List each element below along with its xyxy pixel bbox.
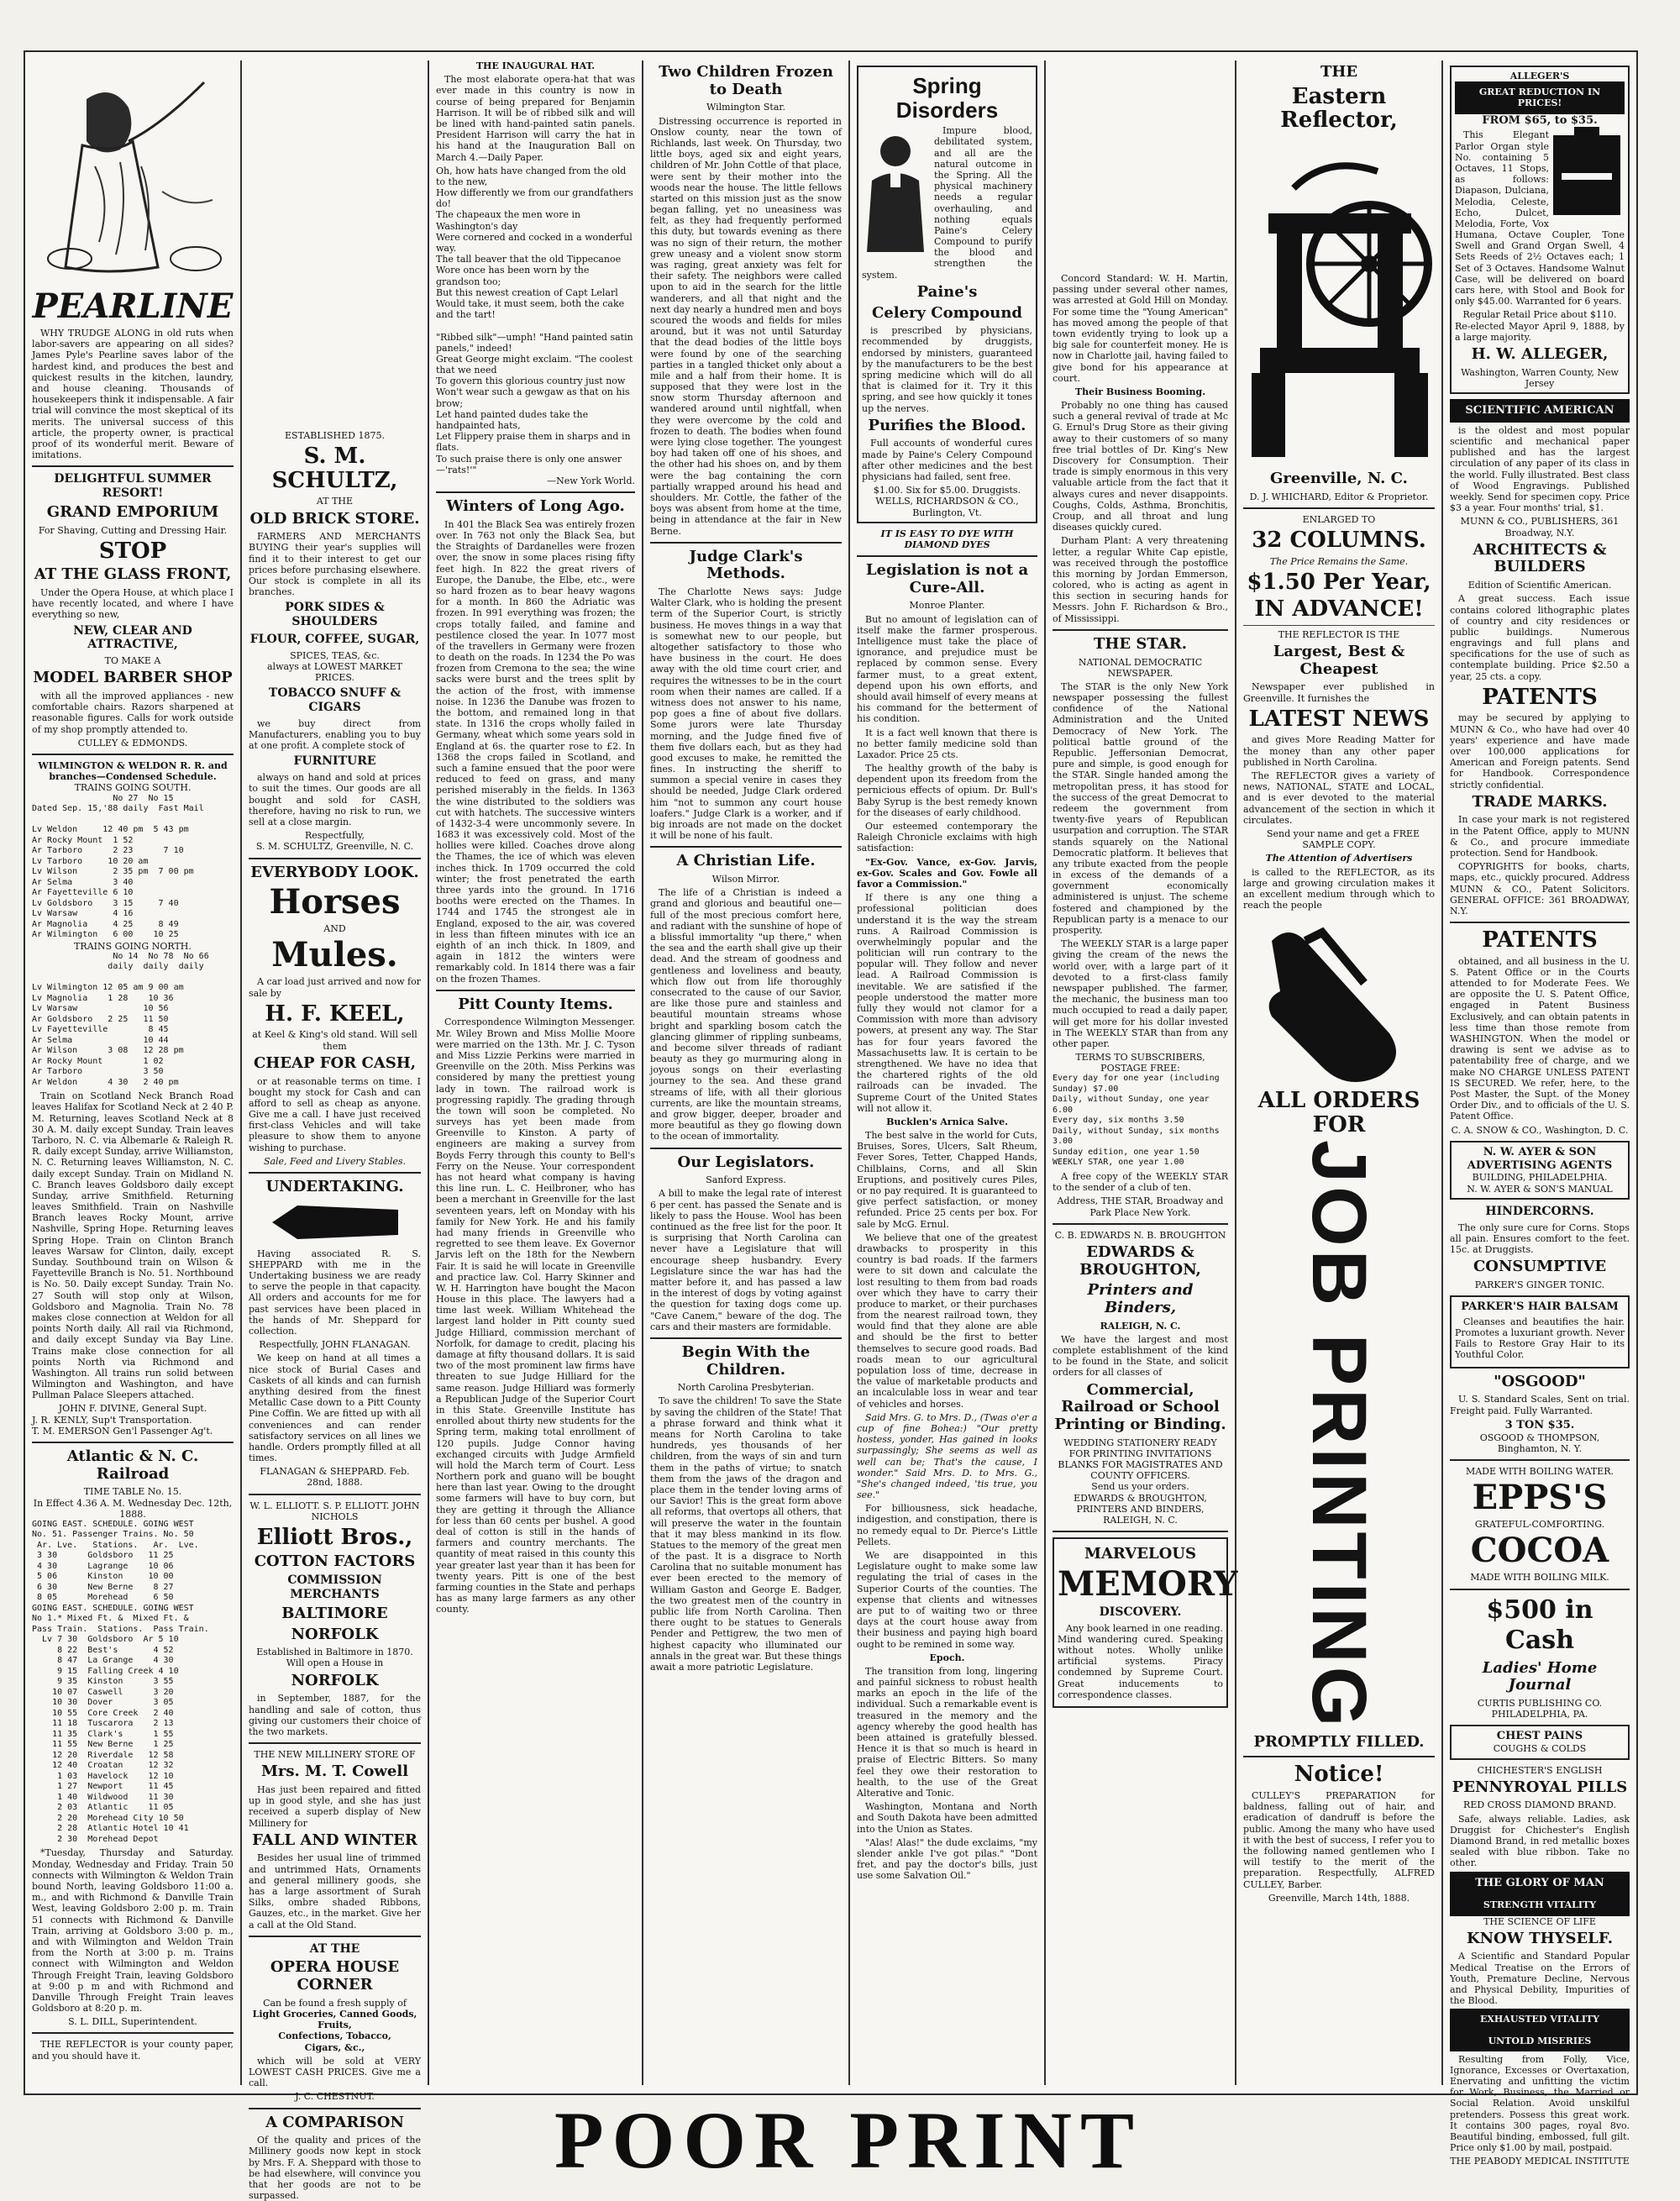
cash-amount: $500 [1486,1594,1557,1625]
copyrights-text: COPYRIGHTS for books, charts, maps, etc., quickly procured. Address MUNN & CO., Patent Solicitors. GENERAL OFFICE: 361 BROADWAY, N.Y. [1450,861,1630,917]
latest-news-heading: LATEST NEWS [1248,706,1430,732]
keel-subtext: at Keel & King's old stand. Will sell them [252,1029,417,1052]
fall-winter-heading: FALL AND WINTER [252,1831,417,1849]
schedule-north-table: No 14 No 78 No 66 daily daily daily Lv Wilmington 12 05 am 9 00 am Lv Magnolia 1 28 10 36 Lv Warsaw 10 56 Ar Goldsboro 2 25 11 50 Lv Fayetteville 8 45 Ar Selma 10 44 Ar Wilson 3 08 12 28 pm Ar Rocky Mount 1 02 Ar Tarboro 3 50 Ar Weldon 4 30 2 40 pm [32,951,209,1087]
discovery-heading: DISCOVERY. [1099,1605,1182,1619]
send-name-text: Send your name and get a FREE SAMPLE COPY. [1266,827,1420,851]
schultz-name: S. M. SCHULTZ, [271,444,398,493]
boiling-water-text: MADE WITH BOILING WATER. [1465,1465,1614,1477]
elliott-partners: W. L. ELLIOTT. S. P. ELLIOTT. JOHN NICHOLS [249,1500,420,1522]
per-year-heading: $1.50 Per Year, [1247,569,1431,595]
cowell-text: Has just been repaired and fitted up in good style, and she has just received a superb display of New Millinery for [249,1783,421,1829]
baby-syrup-text: The healthy growth of the baby is dependent upon its freedom from the pernicious effects of opium. Dr. Bull's Baby Syrup is the best remedy known for the diseases of early childhood. [857,763,1037,818]
pointing-hand-icon [1255,916,1423,1084]
printers-text: We have the largest and most complete establishment of the kind to be found in the State, and solicit orders for all classes of [1053,1333,1228,1379]
spring-text: Impure blood, debilitated system, and all are the natural outcome in the Spring. All the physical machinery needs a regular overhauling, and nothing equals Paine's Celery Compound to purify the blood and strengthen the system. [862,125,1032,281]
cheap-for-cash-heading: CHEAP FOR CASH, [253,1053,417,1072]
dakota-text: Washington, Montana and North and South Dakota have been admitted into the Union as States. [857,1801,1037,1835]
neat-heading: NEW, CLEAR AND ATTRACTIVE, [73,623,192,652]
column-7 [1236,60,1443,2085]
coffin-icon [264,1201,407,1243]
alleger-address: Washington, Warren County, New Jersey [1461,366,1619,389]
at-the-text: AT THE [316,496,354,507]
cocoa-heading: COCOA [1470,1531,1609,1571]
science-of-life-text: THE SCIENCE OF LIFE [1483,1915,1596,1927]
poem-text: Said Mrs. G. to Mrs. D., (Twas o'er a cup of fine Bohea:) "Our pretty hostess, yonder, Has gained in looks surpassingly; She seems as well as well can be; That's the cause, I wonder." Said Mrs. D. to Mrs. G., "She's changed indeed, 'tis true, you see." [857,1411,1037,1501]
anc-effect: In Effect 4.36 A. M. Wednesday Dec. 12th, 1888. [33,1497,233,1520]
pellets-text: For billiousness, sick headache, indigestion, and constipation, there is no remedy equal to Dr. Pierce's Little Pellets. [857,1503,1037,1547]
old-brick-store-heading: OLD BRICK STORE. [249,509,420,528]
parkers-hair-heading: PARKER'S HAIR BALSAM [1461,1300,1619,1314]
inaugural-hat-title: THE INAUGURAL HAT. [475,60,596,71]
roads-text: We believe that one of the greatest drawbacks to prosperity in this country is bad roads. If the farmers were to sit down and calculate the lost resulting to them from bad roads over which they have to carry their produce to market, or their purchases from the nearest railroad town, they would find that they alone are able and should be the first to better themselves to secure good roads. Bad roads mean to our agricultural population loss of time, decrease in the value of marketable products and an incalculable loss in wear and tear of vehicles and horses. [857,1232,1037,1410]
booming-title: Their Business Booming. [1074,386,1206,397]
hindercorns-heading: HINDERCORNS. [1485,1204,1594,1218]
advertisers-heading: The Attention of Advertisers [1265,853,1413,864]
spring-disorders-ad [857,66,1037,523]
column-2 [242,60,429,2201]
star-text: The STAR is the only New York newspaper possessing the fullest confidence of the National Administration and the United Democracy of New York. The political battle ground of the Republic. Jeffersonian Democrat, pure and simple, is good enough for the STAR. Single handed among the metropolitan press, it has stood for the success of the great Democrat to redeem the government from twenty-five years of Republican usurpation and corruption. The STAR stands squarely on the National Democratic platform. It believes that any tribute exacted from the people in excess of the demands of a government economically administered is unjust. The scheme fostered and championed by the Republican party is a menace to our prosperity. [1053,680,1228,936]
christian-text: The life of a Christian is indeed a grand and glorious and beautiful one—full of the most precious comfort here, and radiant with the sunshine of hope of a blissful immortality "up there," when the sea and the earth shall give up their dead. And the stream of goodness and gentleness and loveliness and beauty, which flow out from life thoroughly consecrated to the cause of our Savior, are like those pure and stainless and beautiful mountain streams whose bright and sparkling bosom catch the glancing glimmer of rippling sunbeams, and become silver threads of radiant beauty as they go murmuring along in joyous songs on their everlasting journey to the sea. And these grand streams of life, with all their glorious currents, are like the mountain streams, and grow bigger, deeper, broader and more beautiful as they go flowing down to the ocean of immortality. [650,887,842,1143]
pearline-woman-illustration [36,66,229,284]
parkers-tonic: PARKER'S GINGER TONIC. [1474,1279,1605,1290]
emporium-heading: GRAND EMPORIUM [46,502,219,521]
terms-heading: TERMS TO SUBSCRIBERS, POSTAGE FREE: [1075,1052,1205,1074]
legislators-title: Our Legislators. [677,1153,815,1171]
poem-source: —New York World. [547,475,635,486]
comparison-heading: A COMPARISON [265,2113,404,2131]
largest-text: Newspaper ever published in Greenville. It furnishes the [1243,681,1435,704]
children-source: North Carolina Presbyterian. [677,1382,815,1394]
pearline-text: WHY TRUDGE ALONG in old ruts when labor-savers are appearing on all sides? James Pyle's Pearline saves labor of the hardest kind, and produces the best and quickest results in the kitchen, laundry, and house cleaning. Thousands of housekeepers think it indispensable. A fair trial will convince the most skeptical of its merits. The universal success of this article, the property owner, is practical proof of its wonderful merit. Beware of imitations. [32,328,234,461]
exhausted-heading: EXHAUSTED VITALITY [1450,2009,1630,2030]
schultz-signature: S. M. SCHULTZ, Greenville, N. C. [255,841,414,853]
anc-railroad-heading: Atlantic & N. C. Railroad [66,1447,199,1483]
send-orders-text: Send us your orders. [1091,1481,1189,1493]
stop-heading: STOP [98,538,167,564]
know-thyself-heading: KNOW THYSELF. [1466,1929,1614,1947]
chest-pains-heading: CHEST PAINS [1496,1730,1583,1743]
opera-text: Can be found a fresh supply of [263,1997,407,2009]
diamond-brand-text: RED CROSS DIAMOND BRAND. [1463,1799,1616,1811]
architects-text: A great success. Each issue contains colored lithographic plates of country and city residences or public buildings. Numerous engravings and full plans and specifications for the use of such as contemplate building. Price $2.50 a year, 25 cts. a copy. [1450,593,1630,682]
undertaking-signature-2: FLANAGAN & SHEPPARD. Feb. 28nd, 1888. [260,1466,410,1489]
notice-heading: Notice! [1294,1762,1384,1788]
advertisers-text: is called to the REFLECTOR, as its large and growing circulation makes it an excellent medium through which to reach the people [1243,866,1435,911]
anc-notes: *Tuesday, Thursday and Saturday. Monday, Wednesday and Friday. Train 50 connects with Wilmington & Weldon Train bound North, leaving Goldsboro 11:00 a. m., and with Richmond & Danville Train West, leaving Goldsboro 2:00 p. m. Train 51 connects with Richmond & Danville Train, arriving at Goldsboro 3:00 p. m., and with Wilmington and Weldon Train from the North at 3:00 p. m. Trains connect with Wilmington and Weldon Through Freight Train, leaving Goldsboro at 9:00 p m and with Richmond and Danville Through Freight Train leaves Goldsboro at 8:20 p. m. [32,1847,234,2015]
eastern-reflector-title: Eastern Reflector, [1280,83,1398,134]
purifies-text: Full accounts of wonderful cures made by Paine's Celery Compound after other medicines and the best physicians had failed, sent free. [862,438,1032,482]
architects-subheading: Edition of Scientific American. [1467,580,1612,591]
column-4 [643,60,850,2085]
frozen-text: Distressing occurrence is reported in Onslow county, near the town of Richlands, last week. On Thursday, two little boys, aged six and eight years, children of Mr. John Cottle of that place, were sent by their mother into the woods near the house. The little fellows started on this mission just as the snow began falling, yet no uneasiness was felt, as they had frequently performed this duty, but towards evening as there was no sign of their return, the mother grew uneasy and a violent snow storm was raging, great anxiety was felt for their safety. The neighbors were called upon to aid in the search for the little wanderers, and all that night and the next day nearly a hundred men and boys scoured the woods and fields for miles around, but it was not until Saturday that the dead bodies of the little boys were found by one of the searching parties in a tangled thicket only about a mile and a half from their home. It is supposed that they were lost in the snow storm Thursday afternoon and wandered around until nightfall, when they were overcome by the cold and frozen to death. The bodies when found were lying close together. The youngest boy had taken off one of his shoes, and the other had his shoes on, and by them were the bag containing the corn partially wrapped around his head and shoulders. Mr. Cottle, the father of the boys was absent from home at the time, being in attendance at the fair in New Berne. [650,115,842,537]
snow-address: C. A. SNOW & CO., Washington, D. C. [1451,1124,1629,1136]
enlarged-text: ENLARGED TO [1302,513,1376,525]
established-text: ESTABLISHED 1875. [285,430,385,441]
osgood-heading: "OSGOOD" [1494,1372,1586,1390]
pennyroyal-heading: PENNYROYAL PILLS [1452,1778,1628,1796]
memory-heading: MEMORY [1058,1563,1238,1604]
ex-gov-quote: "Ex-Gov. Vance, ex-Gov. Jarvis, ex-Gov. Scales and Gov. Fowle all favor a Commission." [857,856,1037,890]
paines-heading: Paine's [916,282,978,301]
alas-text: "Alas! Alas!" the dude exclaims, "my slender ankle I've got pilas." "Dont fret, and pay the doctor's bills, just use some Salvation Oil." [857,1836,1037,1882]
furniture-heading: FURNITURE [293,754,376,769]
editor-text: D. J. WHICHARD, Editor & Proprietor. [1249,491,1429,502]
diamond-dyes-text: IT IS EASY TO DYE WITH DIAMOND DYES [880,528,1014,550]
trade-marks-heading: TRADE MARKS. [1472,792,1608,811]
frozen-children-title: Two Children Frozen to Death [659,63,833,98]
ton-price: 3 TON $35. [1504,1418,1575,1431]
blanks-text: BLANKS FOR MAGISTRATES AND COUNTY OFFICERS. [1058,1459,1223,1482]
hair-text: Cleanses and beautifies the hair. Promotes a luxuriant growth. Never Fails to Restore Gray Hair to its Youthful Color. [1455,1316,1625,1361]
anc-signature: S. L. DILL, Superintendent. [68,2016,197,2028]
norfolk-heading-2: NORFOLK [291,1671,379,1689]
osgood-address: OSGOOD & THOMPSON, Binghamton, N. Y. [1479,1431,1600,1454]
spices-text: SPICES, TEAS, &c. [290,649,380,661]
columns-heading: 32 COLUMNS. [1252,527,1426,553]
largest-heading: Largest, Best & Cheapest [1273,643,1405,678]
livery-text: Sale, Feed and Livery Stables. [263,1155,407,1167]
millinery-text: THE NEW MILLINERY STORE OF [254,1749,416,1761]
printing-press-illustration [1243,138,1436,465]
christian-life-title: A Christian Life. [676,852,816,870]
railroad-signature-1: JOHN F. DIVINE, General Supt. [58,1403,207,1415]
epps-heading: EPPS'S [1472,1478,1608,1518]
railroad-signature-2: J. R. KENLY, Sup't Transportation. [32,1414,192,1426]
legislators-source: Sanford Express. [706,1174,786,1186]
alleger-name: H. W. ALLEGER, [1471,344,1609,363]
raleigh-text: RALEIGH, N. C. [1100,1320,1181,1332]
ayer-ad [1450,1141,1630,1200]
frozen-source: Wilmington Star. [706,102,785,113]
elliott-heading: Elliott Bros., [256,1525,413,1550]
job-printing-heading: JOB PRINTING [1296,1140,1382,1731]
patents-text-2: obtained, and all business in the U. S. Patent Office or in the Courts attended to for Moderate Fees. We are opposite the U. S. Patent Office, engaged in Patent Business Exclusively, and can obtain patents in less time than those remote from WASHINGTON. When the model or drawing is sent we advise as to patentability free of charge, and we make NO CHARGE UNLESS PATENT IS SECURED. We refer, here, to the Post Master, the Supt. of the Money Order Div., and to officials of the U. S. Patent Office. [1450,955,1630,1122]
tobacco-text: we buy direct from Manufacturers, enabling you to buy at one profit. A complete stock of [249,717,421,752]
patents-text: may be secured by applying to MUNN & Co., who have had over 40 years' experience and have made over 100,000 applications for American and Foreign patents. Send for Handbook. Correspondence strictly confidential. [1450,712,1630,791]
legislation-title: Legislation is not a Cure-All. [865,561,1029,596]
trade-text: In case your mark is not registered in the Patent Office, apply to MUNN & Co., and procure immediate protection. Send for Handbook. [1450,814,1630,859]
from-price: FROM $65, to $35. [1482,113,1598,127]
scientific-american-heading: SCIENTIFIC AMERICAN [1450,399,1630,423]
ayer-manual: N. W. AYER & SON'S MANUAL [1467,1183,1613,1195]
club-text: A free copy of the WEEKLY STAR to the sender of a club of ten. [1053,1170,1228,1194]
scales-text: U. S. Standard Scales, Sent on trial. Freight paid. Fully Warranted. [1450,1394,1630,1416]
poor-print-banner: POOR PRINT [554,2095,1142,2185]
wedding-text: WEDDING STATIONERY READY FOR PRINTING INVITATIONS [1063,1437,1217,1459]
parkers-hair-ad [1450,1295,1630,1368]
terms-table: Every day for one year (including Sunday) $7.00 Daily, without Sunday, one year 6.00 Every day, six months 3.50 Daily, without Sunday, six months 3.00 Sunday edition, one year 1.50 WEEKLY STAR, one year 1.00 [1053,1074,1220,1168]
weekly-star-text: The WEEKLY STAR is a large paper giving the cream of the news the world over, with a large part of it devoted to a first-class family newspaper published. The farmer, the mechanic, the business man too much occupied to read a daily paper, will get more for his dollar invested in The WEEKLY STAR than from any other paper. [1053,938,1228,1049]
know-text: A Scientific and Standard Popular Medical Treatise on the Errors of Youth, Premature Decline, Nervous and Physical Debility, Impurities of the Blood. [1450,1951,1630,2007]
pearline-ad [32,66,234,460]
glory-heading: THE GLORY OF MAN [1450,1872,1630,1895]
strength-heading: STRENGTH VITALITY [1450,1894,1630,1915]
pitt-county-title: Pitt County Items. [458,995,613,1013]
pork-heading: PORK SIDES & SHOULDERS [285,601,385,629]
and-text: AND [323,923,346,935]
alleger-heading: ALLEGER'S [1509,71,1570,81]
standard-text: Concord Standard: W. H. Martin, passing under several other names, was arrested at Gold Hill on Monday. For some time the "Young American" has moved among the people of that town evidently trying to look up a big sale for counterfeit money. He is now in Charlotte jail, having failed to give bond for his appearance at court. [1053,273,1228,384]
column-6-top-blank [1053,60,1228,271]
ayer-address: BUILDING, PHILADELPHIA. [1472,1172,1608,1184]
legislation-text: But no amount of legislation can of itself make the farmer prosperous. Intelligence must take the place of ignorance, and prejudice must be replaced by common sense. Every farmer must, to a great extent, depend upon his own efforts, and should avail himself of every means at his command for the betterment of his condition. [857,613,1037,725]
anc-schedule-table: GOING EAST. SCHEDULE. GOING WEST No. 51. Passenger Trains. No. 50 Ar. Lve. Stations. Ar. Lve. 3 30 Goldsboro 11 25 4 30 Lagrange 10 06 5 06 Kinston 10 00 6 30 New Berne 8 27 8 05 Morehead 6 50 [32,1519,199,1603]
latest-text: and gives More Reading Matter for the money than any other paper published in North Carolina. [1243,734,1435,768]
organ-text: This Elegant Parlor Organ style No. containing 5 Octaves, 11 Stops, as follows: Diapason, Dulciana, Melodia, Celeste, Echo, Dulcet, Melodia, Forte, Vox Humana, Octave Coupler, Tone Swell and Grand Organ Swell, 4 Sets Reeds of 2½ Octaves each; 1 Set of 3 Octaves. Handsome Walnut Case, will be delivered on board cars here, with Stool and Book for only $45.00. Warranted for 6 years. [1455,129,1625,307]
chestnut-signature: J. C. CHESTNUT. [295,2091,375,2103]
chest-pains-ad [1450,1725,1630,1759]
brick-store-text: FARMERS AND MERCHANTS BUYING their year's supplies will find it to their interest to get our prices before purchasing elsewhere. Our stock is complete in all its branches. [249,531,421,598]
horses-text: A car load just arrived and now for sale by [249,976,421,999]
inaugural-hat-poem: Oh, how hats have changed from the old to the new, How differently we from our grandfathers do! The chapeaux the men wore in Washington's day Were cornered and cocked in a wonderful way. The tall beaver that the old Tippecanoe Wore once has been worn by the grandson too; But this newest creation of Capt Lelarl Would take, it must seem, both the cake and the tart! "Ribbed silk"—umph! "Hand painted satin panels," indeed! Great George might exclaim. "The coolest that we need To govern this glorious country just now Won't wear such a gewgaw as that on his brow; Let hand painted dudes take the handpainted hats, Let Flippery praise them in sharps and in flats. To such praise there is only one answer—'rats!'" [436,165,633,475]
munn-address: MUNN & CO., PUBLISHERS, 361 Broadway, N.Y. [1460,516,1620,538]
undertaking-text-2: We keep on hand at all times a nice stock of Burial Cases and Caskets of all kinds and can furnish anything desired from the finest Metallic Case down to a Pitt County Pine Coffin. We are fitted up with all conveniences and can render satisfactory services on all lines we handle. Orders promptly filled at all times. [249,1353,421,1464]
regular-price: Regular Retail Price about $110. [1462,309,1617,321]
marvelous-heading: MARVELOUS [1084,1545,1196,1563]
trains-north-heading: TRAINS GOING NORTH. [74,940,192,952]
reflector-footer-text: THE REFLECTOR is your county paper, and you should have it. [32,2039,234,2062]
mules-heading: Mules. [271,935,398,975]
celery-text: is prescribed by physicians, recommended by druggists, endorsed by ministers, guaranteed by the manufacturers to be the best spring medicine which will do all that is claimed for it. Try it this spring, and see how quickly it tones up the nerves. [862,325,1032,414]
greenville-heading: Greenville, N. C. [1270,469,1408,487]
legislature-text: We are disappointed in this Legislature ought to make some law regulating the trial of cases in the Superior Courts of the counties. The expense that clients and witnesses are put to of waiting two or three days at the court house away from their business and paying high board ought to be remined in some way. [857,1550,1037,1650]
epoch-text: The transition from long, lingering and painful sickness to robust health marks an epoch in the life of the individual. Such a remarkable event is treasured in the memory and the agency whereby the good health has been attained is gratefully blessed. Hence it is that so much is heard in praise of Electric Bitters. So many feel they owe their restoration to health, to the use of the Great Alterative and Tonic. [857,1665,1037,1799]
boiling-milk-text: MADE WITH BOILING MILK. [1470,1572,1609,1584]
spring-disorders-title: Spring Disorders [895,73,999,123]
horses-heading: Horses [269,882,401,922]
patents-heading: PATENTS [1482,684,1598,710]
prices-text: always at LOWEST MARKET PRICES. [267,660,402,684]
norfolk-heading: NORFOLK [291,1625,379,1643]
resort-heading: DELIGHTFUL SUMMER RESORT! [54,472,212,501]
undertaking-heading: UNDERTAKING. [265,1178,404,1195]
furniture-text: always on hand and sold at prices to suit the times. Our goods are all bought and sold for CASH, therefore, having no risk to run, we sell at a close margin. [249,772,421,828]
arnica-text: The best salve in the world for Cuts, Bruises, Sores, Ulcers, Salt Rheum, Fever Sores, Tetter, Chapped Hands, Chilblains, Corns, and all Skin Eruptions, and positively cures Piles, or no pay required. It is guaranteed to give perfect satisfaction, or money refunded. Price 25 cents per box. For sale by McG. Ernul. [857,1130,1037,1230]
pearline-title: PEARLINE [32,286,234,326]
all-orders-heading: ALL ORDERS FOR [1257,1088,1420,1137]
baltimore-heading: BALTIMORE [281,1604,388,1622]
judge-clark-text: The Charlotte News says: Judge Walter Clark, who is holding the present term of the Superior Court, is strictly business. He moves things in a way that is somewhat new to our people, but altogether satisfactory to those who have business in the court. He does away with the old time court crier, and requires the witnesses to be in the court room when their names are called. If a witness does not answer to his name, pop goes a fine of about five dollars. Some jurors were late Thursday morning, and the Judge fined five of them five dollars each, but as they had good excuses to make, he remitted the fines. In instructing the sheriff to summon a special venire in cases they should be needed, Judge Clark ordered him "not to summon any court house loafers." Judge Clark is a worker, and if big inroads are not made on the docket it will be none of his fault. [650,586,842,842]
untold-text: Resulting from Folly, Vice, Ignorance, Excesses or Overtaxation, Enervating and unfitting the victim for Work, Business, the Married or Social Relation. Avoid unskilful pretenders. Possess this great work. It contains 300 pages, royal 8vo. Beautiful binding, embossed, full gilt. Price only $1.00 by mail, postpaid. [1450,2053,1630,2154]
curtis-text: CURTIS PUBLISHING CO. PHILADELPHIA, PA. [1477,1698,1603,1720]
star-address: Address, THE STAR, Broadway and Park Place New York. [1057,1195,1224,1218]
alleger-ad [1450,66,1630,394]
celery-price: $1.00. Six for $5.00. Druggists. [873,485,1021,496]
booming-text: Probably no one thing has caused such a general revival of trade at Mc G. Ernul's Drug Store as their giving away to their customers of so many free trial bottles of Dr. King's New Discovery for Consumption. Their trade is simply enormous in this very valuable article from the fact that it always cures and never disappoints. Coughs, Colds, Asthma, Bronchitis, Croup, and all throat and lung diseases quickly cured. [1053,400,1228,533]
children-text: To save the children! To save the State by saving the children of the State! That a phrase forward and think what it means for North Carolina to take hundreds, yes thousands of her children, from the ways of sin and turn them in the paths of virtue; to snatch them from the jaws of the dragon and place them in the tender loving arms of our Savior! This is the great form above all reforms, that overtops all others, that will preserve the water in the fountain that it may bless mankind in its flow. Statues to the memory of the great men of the past. It is a disgrace to North Carolina that no suitable monument has ever been erected to the memory of William Gaston and George E. Badger, the two greatest men of the country in public life from North Carolina. Then there ought to be statues to Generals Pender and Pettigrew, the two men of highest capacity who illuminated our annals in the great war. But these things await a more patriotic Legislature. [650,1395,842,1673]
opera-house-heading: OPERA HOUSE CORNER [270,1958,400,1994]
scientific-text: is the oldest and most popular scientific and mechanical paper published and has the largest circulation of any paper of its class in the world. Fully illustrated. Best class of Wood Engravings. Published weekly. Send for specimen copy. Price $3 a year. Four months' trial, $1. [1450,424,1630,514]
light-groceries-text: Light Groceries, Canned Goods, Fruits, [252,2009,417,2031]
anc-timetable: TIME TABLE No. 15. [83,1486,182,1498]
home-journal-heading: Ladies' Home Journal [1482,1658,1598,1694]
column-8 [1443,60,1636,2167]
pitt-county-text: Correspondence Wilmington Messenger. Mr. Wiley Brown and Miss Mollie Moore were married on the 13th. Mr. J. C. Tyson and Miss Lizzie Perkins were married in Greenville on the 20th. Miss Perkins was considered by many the prettiest young lady in town. The railroad work is progressing rapidly. The grading through the town will soon be completed. No surveys has yet been made from Greenville to Kinston. A party of engineers are making a survey from Boyds Ferry through this county to Bell's Ferry on the Neuse. Your correspondent has not heard what company is having this line run. L. C. Heilbroner, who has been a merchant in Greenville for the last seventeen years, left on Monday with his family for New York. He and his family had many friends in Greenville who regretted to see them leave. Ex Governor Jarvis left on the 18th for the Newbern Fair. It is said he will locate in Greenville and practice law. Col. Harry Skinner and W. H. Harrington have bought the Macon House in this place. The lawyers had a time last week. William Whitehead the largest land holder in Pitt county sued Judge Hilliard, commission merchant of Norfolk, for damage to credit, placing his damage at fifty thousand dollars. It is said two of the most prominent law firms have threaten to sue Judge Hilliard for the same reason. Judge Hilliard was formerly a Republican Judge of the Superior Court in this State. Greenville Institute has enrolled about thirty new students for the Spring term, making total enrollment of 120 pupils. Judge Connor having exchanged circuits with Judge Armfield will hold the March term of Court. Less Northern pork and guano will be bought here than last year. Owing to the drought some farmers will have to buy corn, but they are getting it through the Alliance for less than 60 cents per bushel. A good deal of cotton is still in the hands of farmers and country merchants. The quantity of meat raised in this county this year greater last year than it has been for twenty years. Pitt is one of the best farming counties in the State and perhaps has as many large farmers as any other county. [436,1016,635,1615]
celery-compound-heading: Celery Compound [871,303,1022,322]
undertaking-text: Having associated R. S. SHEPPARD with me in the Undertaking business we are ready to serve the people in that capacity. All orders and accounts for me for past services have been placed in the hands of Mr. Sheppard for collection. [249,1248,421,1337]
trains-south-heading: TRAINS GOING SOUTH. [74,782,192,794]
planter-source: Monroe Planter. [909,600,985,612]
laxador-text: It is a fact well known that there is no better family medicine sold than Laxador. Price 25 cts. [857,727,1037,760]
cash-label: in Cash [1504,1594,1593,1656]
confections-text: Confections, Tobacco, [278,2030,391,2042]
epoch-title: Epoch. [929,1652,965,1663]
arnica-title: Bucklen's Arnica Salve. [886,1116,1008,1127]
commission-heading: COMMISSION MERCHANTS [287,1573,382,1602]
column-5 [850,60,1046,2085]
column-6 [1046,60,1236,2085]
contemporary-text: Our esteemed contemporary the Raleigh Chronicle exclaims with high satisfaction: [857,821,1037,854]
printers-signature: EDWARDS & BROUGHTON, PRINTERS AND BINDERS, RALEIGH, N. C. [1074,1492,1207,1526]
commission-text: If there is any one thing a professional politician does understand it is the way the stream runs. A Railroad Commission is overwhelmingly popular and the politician will run contrary to the popular will. They follow and never lead. A Railroad Commission is inevitable. We are satisfied if the people understood the matter more fully they would not clamor for a Commission with more than advisory powers, at present any way. The Star has for four years favored the Massachusetts law. It is certain to be strengthened. We have no idea that the chartered rights of the old railroads can be invaded. The Supreme Court of the United States will not allow it. [857,892,1037,1114]
established-baltimore: Established in Baltimore in 1870. [256,1647,413,1658]
keel-name: H. F. KEEL, [265,1001,405,1027]
cigars-text: Cigars, &c., [304,2041,365,2053]
printers-subheading: Printers and Binders, [1087,1281,1194,1316]
undertaking-signature: Respectfully, JOHN FLANAGAN. [259,1339,411,1351]
christian-source: Wilson Mirror. [711,874,780,885]
price-same-text: The Price Remains the Same. [1269,555,1409,567]
cash-heading [1450,1595,1630,1657]
coughs-heading: COUGHS & COLDS [1493,1743,1587,1755]
man-portrait-illustration [862,130,929,256]
peabody-text: THE PEABODY MEDICAL INSTITUTE [1450,2156,1630,2167]
norfolk-text: in September, 1887, for the handling and sale of cotton, thus giving our customers their choice of the two markets. [249,1693,421,1737]
parlor-organ-illustration [1549,127,1625,219]
tobacco-heading: TOBACCO SNUFF & CIGARS [268,686,402,715]
chichester-text: Safe, always reliable. Ladies, ask Druggist for Chichester's English Diamond Brand, in red metallic boxes sealed with blue ribbon. Take no other. [1450,1813,1630,1869]
children-title: Begin With the Children. [681,1342,811,1379]
norfolk-open-text: Will open a House in [286,1657,384,1669]
variety-text: The REFLECTOR gives a variety of news, NATIONAL, STATE and LOCAL, and is ever devoted to the material advancement of the section in which it circulates. [1243,770,1435,826]
column-1 [25,60,242,2085]
durham-text: Durham Plant: A very threatening letter, a regular White Cap epistle, was received through the postoffice this morning by Jordan Emmerson, colored, who is acting as agent in this section in securing hands for Messrs. John F. Richardson & Bro., of Mississippi. [1053,535,1228,624]
memory-text: Any book learned in one reading. Mind wandering cured. Speaking without notes. Wholly unlike artificial systems. Piracy condemned by Supreme Court. Great inducements to correspondence classes. [1058,1622,1223,1700]
anc-schedule-table-2: GOING EAST. SCHEDULE. GOING WEST No 1.* Mixed Ft. & Mixed Ft. & Pass Train. Stations. Pass Train. Lv 7 30 Goldsboro Ar 5 10 8 22 Best's 4 52 8 47 La Grange 4 30 9 15 Falling Creek 4 10 9 35 Kinston 3 55 10 07 Caswell 3 20 10 30 Dover 3 05 10 55 Core Creek 2 40 11 18 Tuscarora 2 13 11 35 Clark's 1 55 11 55 New Berne 1 25 12 20 Riverdale 12 58 12 40 Croatan 12 32 1 03 Havelock 12 10 1 27 Newport 11 45 1 40 Wildwood 11 30 2 03 Atlantic 11 05 2 20 Morehead City 10 50 2 28 Atlantic Hotel 10 41 2 30 Morehead Depot [32,1603,209,1844]
cheap-text: or at reasonable terms on time. I bought my stock for Cash and can afford to sell as cheap as anyone. Give me a call. I have just received first-class Vehicles and will take pleasure to show them to anyone wishing to purchase. [249,1075,421,1153]
opera-text-2: which will be sold at VERY LOWEST CASH PRICES. Give me a call. [249,2055,421,2089]
inaugural-hat-text: The most elaborate opera-hat that was ever made in this country is now in course of being prepared for Benjamin Harrison. It will be of ribbed silk and will be lined with hand-painted satin panels. President Harrison will carry the hat in his hand at the Inauguration Ball on March 4.—Daily Paper. [436,74,635,163]
winters-title: Winters of Long Ago. [446,497,625,516]
barber-heading: MODEL BARBER SHOP [33,669,233,687]
barber-text: with all the improved appliances - new comfortable chairs. Razors sharpened at reasonable figures. Calls for work outside of my shop promptly attended to. [32,691,234,735]
column-2-top-blank [249,60,421,430]
memory-ad [1053,1537,1238,1708]
cowell-name: Mrs. M. T. Cowell [260,1762,409,1781]
railroad-notes: Train on Scotland Neck Branch Road leaves Halifax for Scotland Neck at 2 40 P. M. Returning, leaves Scotland Neck at 8 30 A. M. daily except Sunday. Train leaves Tarboro, N. C. via Albemarle & Raleigh R. R. daily except Sunday, arrive Williamston, N. C. Returning leaves Williamston, N. C. daily except Sunday. Train on Midland N. C. Branch leaves Goldsboro daily except Sunday, arrive Smithfield. Returning leaves Smithfield. Train on Nashville Branch leaves Rocky Mount, arrive Nashville, Spring Hope. Returning leaves Spring Hope. Train on Clinton Branch leaves Warsaw for Clinton, daily, except Sunday. Southbound train on Wilson & Fayetteville Branch is No. 51. Northbound is No. 50. Daily except Sunday. Train No. 27 South will stop only at Wilson, Goldsboro and Magnolia. Train No. 78 makes close connection at Weldon for all points North daily. All rail via Richmond, and daily except Sunday via Bay Line. Trains make close connection for all points North via Richmond and Washington. All trains run solid between Wilmington and Washington, and have Pullman Palace Sleepers attached. [32,1090,234,1401]
fall-text: Besides her usual line of trimmed and untrimmed Hats, Ornaments and general millinery goods, she has a large assortment of Surah Silks, ombre shaded Ribbons, Gauzes, etc., in the market. Give her a call at the Old Stand. [249,1852,421,1930]
emporium-subheading: For Shaving, Cutting and Dressing Hair. [38,524,228,536]
purifies-heading: Purifies the Blood. [868,416,1026,434]
winters-text: In 401 the Black Sea was entirely frozen over. In 763 not only the Black Sea, but the Straights of Dardanelles were frozen over, the snow in some places rising fifty feet high. In 822 the great rivers of Europe, the Danube, the Elbe, etc., were so hard frozen as to bear heavy wagons for a month. In 860 the Adriatic was frozen. In 991 everything was frozen; the crops totally failed, and famine and pestilence closed the year. In 1077 most of the travellers in Germany were frozen to death on the roads. In 1234 the Po was frozen from Cremona to the sea; the wine sacks were burst and the trees split by the action of the frost, with immense noise. In 1236 the Danube was frozen to the bottom, and remained long in that state. In 1316 the crops wholly failed in Germany, wheat which some years sold in England at 6s. the quarter rose to £2. In 1368 the crops failed in Scotland, and such a famine ensued that the poor were reduced to feed on grass, and many perished miserably in the fields. In 1363 the wine distributed to the soldiers was cut with hatchets. The successive winters of 1432-3-4 were uncommonly severe. In 1683 it was excessively cold. Most of the hollies were killed. Coaches drove along the Thames, the ice of which was eleven inches thick. In 1709 occurred the cold winter; the frost penetrated the earth three yards into the ground. In 1716 booths were erected on the Thames. In 1744 and 1745 the strongest ale in England, exposed to the air, was covered in less than fifteen minutes with ice an eighth of an inch thick. In 1809, and again in 1812 the winters were remarkably cold. In 1814 there was a fair on the frozen Thames. [436,518,635,985]
column-3 [429,60,643,2085]
grateful-text: GRATEFUL-COMFORTING. [1474,1519,1605,1531]
wells-richardson: WELLS, RICHARDSON & CO., Burlington, Vt. [875,496,1019,518]
reduction-heading: GREAT REDUCTION IN PRICES! [1455,81,1625,113]
cotton-factors-heading: COTTON FACTORS [254,1552,416,1570]
star-subtitle: NATIONAL DEMOCRATIC NEWSPAPER. [1078,656,1203,679]
notice-date: Greenville, March 14th, 1888. [1268,1892,1410,1904]
chichester-heading: CHICHESTER'S ENGLISH [1477,1764,1603,1776]
glass-front-text: Under the Opera House, at which place I have recently located, and where I have everything so new, [32,587,234,621]
railroad-heading: WILMINGTON & WELDON R. R. and branches—Condensed Schedule. [38,759,228,783]
legislators-text: A bill to make the legal rate of interest 6 per cent. has passed the Senate and is likely to pass the House. Wool has been continued as the free list for the poor. It is surprising that North Carolina can never have a Legislature that will encourage sheep husbandry. Every Legislature since the war has had the matter before it, and has passed a law in the interest of dogs by voting against the question for taxing dogs come up. "Cave Canem," beware of the dog. The cars and their masters are formidable. [650,1188,842,1332]
at-the-heading-2: AT THE [309,1941,360,1956]
flour-heading: FLOUR, COFFEE, SUGAR, [249,632,420,646]
notice-text: CULLEY'S PREPARATION for baldness, falling out of hair, and eradication of dandruff is before the public. Among the many who have used it with the best of success, I refer you to the following named gentlemen who I will testify to the merit of the preparation. Respectfully, ALFRED CULLEY, Barber. [1243,1790,1435,1890]
consumptive-heading: CONSUMPTIVE [1473,1258,1607,1276]
printers-heading: EDWARDS & BROUGHTON, [1079,1242,1201,1279]
architects-heading: ARCHITECTS & BUILDERS [1473,540,1607,576]
commercial-heading: Commercial, Railroad or School Printing or Binding. [1054,1380,1226,1433]
make-text: TO MAKE A [104,655,161,667]
reelected-text: Re-elected Mayor April 9, 1888, by a large majority. [1455,320,1625,343]
patents-heading-2: PATENTS [1482,927,1598,953]
respectfully-text: Respectfully, [304,830,365,842]
railroad-signature-3: T. M. EMERSON Gen'l Passenger Ag't. [32,1425,213,1437]
ayer-heading: N. W. AYER & SON ADVERTISING AGENTS [1467,1145,1613,1172]
the-heading: THE [1320,63,1358,81]
printers-names: C. B. EDWARDS N. B. BROUGHTON [1054,1229,1226,1241]
promptly-heading: PROMPTLY FILLED. [1253,1732,1425,1751]
everybody-look-heading: EVERYBODY LOOK. [250,863,419,881]
schedule-south-table: No 27 No 15 Dated Sep. 15,'88 daily Fast Mail Lv Weldon 12 40 pm 5 43 pm Ar Rocky Mount 1 52 Ar Tarboro 2 23 7 10 Lv Tarboro 10 20 am Lv Wilson 2 35 pm 7 00 pm Ar Selma 3 40 Ar Fayetteville 6 10 Lv Goldsboro 3 15 7 40 Lv Warsaw 4 16 Ar Magnolia 4 25 8 49 Ar Wilmington 6 00 10 25 [32,793,204,940]
glass-front-heading: AT THE GLASS FRONT, [34,565,232,584]
comparison-text: Of the quality and prices of the Millinery goods now kept in stock by Mrs. F. A. Sheppard with those to be had elsewhere, will convince you that her goods are not to be surpassed. [249,2135,421,2201]
judge-clark-title: Judge Clark's Methods. [689,547,803,583]
untold-heading: UNTOLD MISERIES [1450,2030,1630,2051]
reflector-is-text: THE REFLECTOR IS THE [1278,628,1400,640]
advance-heading: IN ADVANCE! [1254,596,1424,622]
star-title: THE STAR. [1094,634,1187,653]
hindercorns-text: The only sure cure for Corns. Stops all pain. Ensures comfort to the feet. 15c. at Druggists. [1450,1221,1630,1255]
barber-signature: CULLEY & EDMONDS. [77,737,188,749]
